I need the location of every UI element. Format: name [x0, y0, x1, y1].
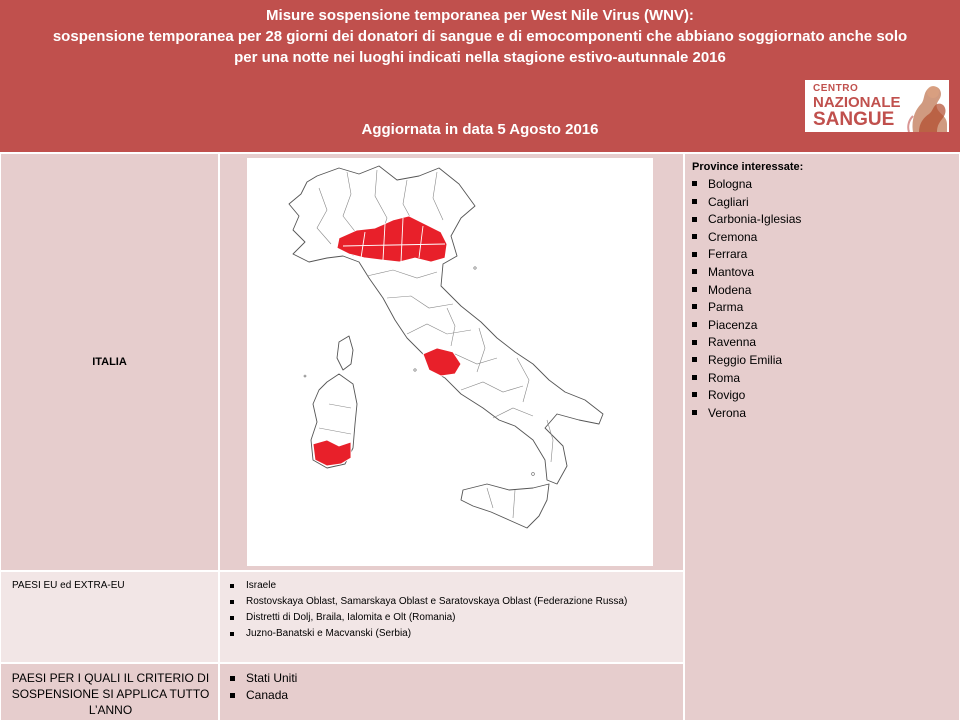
list-item: Mantova — [692, 264, 801, 282]
info-table — [0, 152, 960, 721]
paesi-list — [229, 578, 669, 642]
logo-line-2: NAZIONALE — [813, 94, 901, 111]
bullet-icon — [230, 600, 234, 604]
list-item: Stati Uniti — [229, 670, 669, 687]
provinces-title: Province interessate: — [692, 161, 804, 173]
logo-wordmark — [813, 84, 901, 129]
italy-map-image — [247, 158, 653, 566]
bullet-icon — [692, 410, 697, 415]
sicily-outline — [461, 484, 549, 528]
logo-figure-icon — [899, 80, 949, 132]
bullet-icon — [230, 616, 234, 620]
update-date: Aggiornata in data 5 Agosto 2016 — [361, 121, 599, 138]
list-item: Verona — [692, 405, 801, 423]
list-item: Canada — [229, 687, 669, 704]
list-item: Rovigo — [692, 387, 801, 405]
bullet-icon — [692, 269, 697, 274]
bullet-icon — [692, 322, 697, 327]
italy-map — [247, 158, 653, 566]
bullet-icon — [230, 632, 234, 636]
list-item: Ferrara — [692, 246, 801, 264]
bullet-icon — [692, 252, 697, 257]
anno-list — [229, 670, 669, 704]
logo-line-3: SANGUE — [813, 109, 895, 130]
list-item: Bologna — [692, 176, 801, 194]
paesi-label-cell — [0, 571, 219, 663]
provinces-list — [692, 176, 801, 422]
list-item: Roma — [692, 370, 801, 388]
title-line-2: sospensione temporanea per 28 giorni dei donatori di sangue e di emocomponenti che abbiano soggiornato anche solo — [52, 28, 908, 45]
bullet-icon — [692, 199, 697, 204]
bullet-icon — [692, 234, 697, 239]
header-banner — [0, 0, 960, 152]
list-item: Reggio Emilia — [692, 352, 801, 370]
corsica-outline — [337, 336, 353, 370]
italia-label: ITALIA — [92, 356, 127, 368]
centro-nazionale-sangue-logo — [805, 80, 949, 132]
title-line-3: per una notte nei luoghi indicati nella stagione estivo-autunnale 2016 — [234, 49, 726, 66]
anno-label-cell — [0, 663, 219, 721]
provinces-cell — [684, 153, 960, 721]
paesi-label: PAESI EU ed EXTRA-EU — [12, 580, 125, 591]
page-title — [0, 5, 960, 68]
logo-line-1: CENTRO — [813, 83, 859, 94]
anno-list-cell — [219, 663, 684, 721]
bullet-icon — [230, 584, 234, 588]
list-item: Modena — [692, 282, 801, 300]
list-item: Juzno-Banatski e Macvanski (Serbia) — [229, 626, 669, 642]
bullet-icon — [692, 217, 697, 222]
bullet-icon — [692, 340, 697, 345]
bullet-icon — [230, 676, 235, 681]
bullet-icon — [692, 304, 697, 309]
paesi-list-cell — [219, 571, 684, 663]
map-cell — [219, 153, 684, 571]
list-item: Distretti di Dolj, Braila, Ialomita e Olt (Romania) — [229, 610, 669, 626]
anno-label: PAESI PER I QUALI IL CRITERIO DI SOSPENSIONE SI APPLICA TUTTO L’ANNO — [11, 671, 210, 717]
bullet-icon — [692, 392, 697, 397]
list-item: Piacenza — [692, 317, 801, 335]
bullet-icon — [692, 181, 697, 186]
bullet-icon — [692, 375, 697, 380]
italia-cell — [0, 153, 219, 571]
list-item: Cremona — [692, 229, 801, 247]
title-line-1: Misure sospensione temporanea per West Nile Virus (WNV): — [266, 7, 694, 24]
bullet-icon — [230, 693, 235, 698]
bullet-icon — [692, 287, 697, 292]
list-item: Israele — [229, 578, 669, 594]
list-item: Rostovskaya Oblast, Samarskaya Oblast e Saratovskaya Oblast (Federazione Russa) — [229, 594, 669, 610]
bullet-icon — [692, 357, 697, 362]
list-item: Cagliari — [692, 194, 801, 212]
list-item: Ravenna — [692, 334, 801, 352]
list-item: Parma — [692, 299, 801, 317]
list-item: Carbonia-Iglesias — [692, 211, 801, 229]
